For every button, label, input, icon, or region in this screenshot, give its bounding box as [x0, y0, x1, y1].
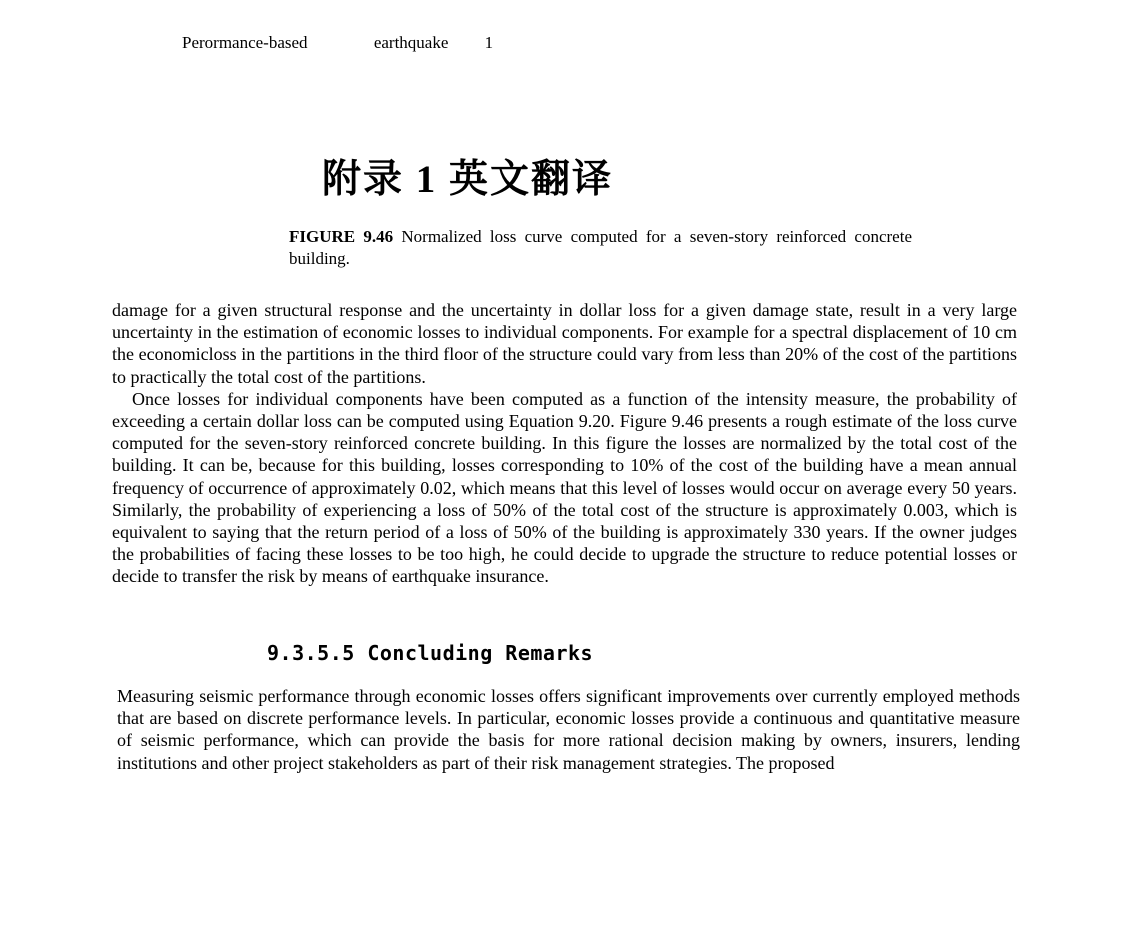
body-text-block [112, 299, 1017, 588]
figure-caption-text: Normalized loss curve computed for a seven-story reinforced concrete building. [289, 227, 912, 268]
paragraph-concluding: Measuring seismic performance through economic losses offers significant improvements over currently employed methods that are based on discrete performance levels. In particular, economic losses provide a continuous and quantitative measure of seismic performance, which can provide the basis for more rational decision making by owners, insurers, lending institutions and other project stakeholders as part of their risk management strategies. The proposed [117, 686, 1020, 773]
paragraph-damage-uncertainty: damage for a given structural response and the uncertainty in dollar loss for a given damage state, result in a very large uncertainty in the estimation of economic losses to individual components. For example for a spectral displacement of 10 cm the economicloss in the partitions in the third floor of the structure could vary from less than 20% of the cost of the partitions to practically the total cost of the partitions. [112, 300, 1017, 387]
figure-caption [289, 226, 912, 270]
concluding-paragraph-block [117, 685, 1020, 774]
header-subject-text: earthquake [373, 33, 449, 52]
paragraph-loss-curve: Once losses for individual components have been computed as a function of the intensity measure, the probability of exceeding a certain dollar loss can be computed using Equation 9.20. Figure 9.46 presents a rough estimate of the loss curve computed for the seven-story reinforced concrete building. In this figure the losses are normalized by the total cost of the building. It can be, because for this building, losses corresponding to 10% of the cost of the building have a mean annual frequency of occurrence of approximately 0.02, which means that this level of losses would occur on average every 50 years. Similarly, the probability of experiencing a loss of 50% of the total cost of the structure is approximately 0.003, which is equivalent to saying that the return period of a loss of 50% of the building is approximately 330 years. If the owner judges the probabilities of facing these losses to be too high, he could decide to upgrade the structure to reduce potential losses or decide to transfer the risk by means of earthquake insurance. [112, 388, 1017, 587]
section-heading-concluding-remarks: 9.3.5.5 Concluding Remarks [267, 641, 594, 665]
figure-caption-label: FIGURE 9.46 [289, 227, 394, 246]
header-title-text: Perormance-based [182, 33, 308, 52]
header-page-number: 1 [484, 33, 494, 52]
running-header [182, 33, 493, 53]
appendix-title: 附录 1 英文翻译 [322, 158, 614, 201]
